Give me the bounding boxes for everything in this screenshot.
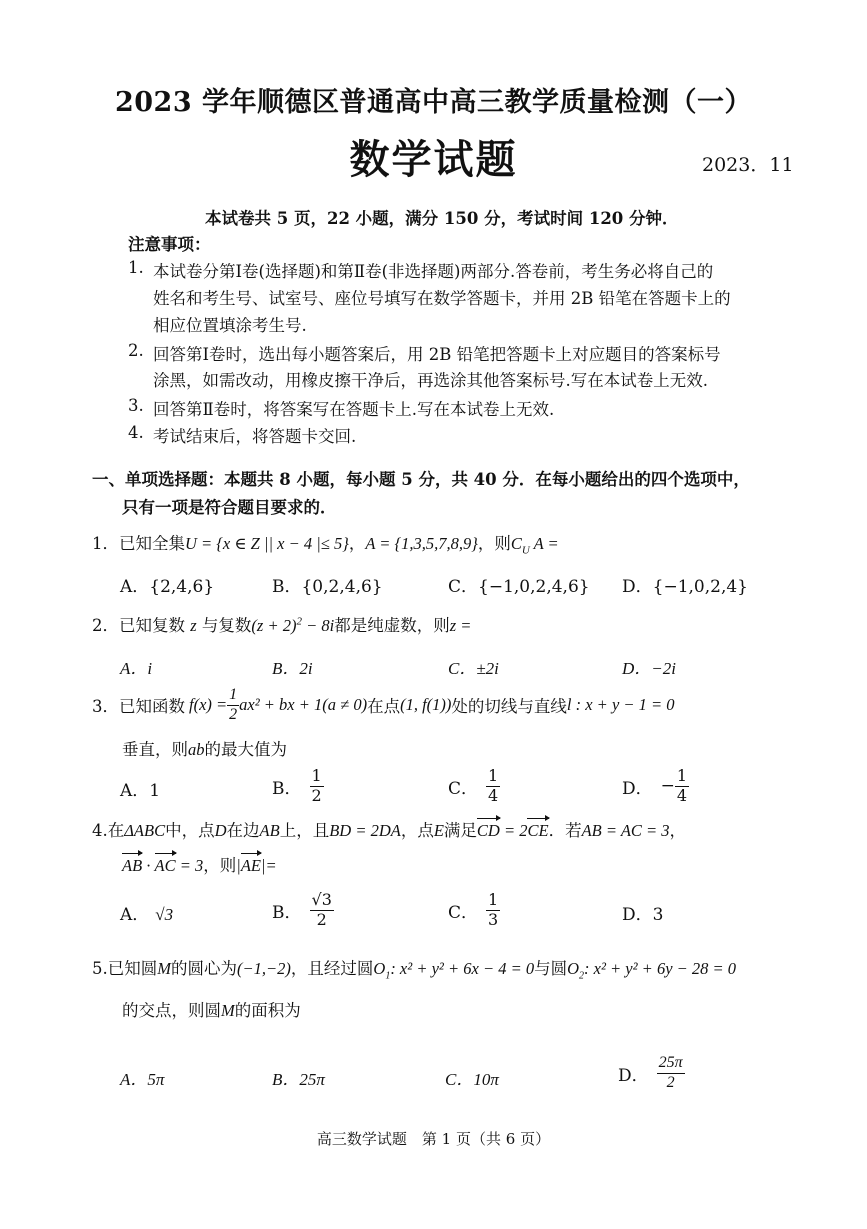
q4-ab-ac-eq: AB = AC = 3 [581, 821, 670, 840]
q5-circle-o1: $O_1$: x² + y² + 6x − 4 = 0 [373, 959, 535, 982]
notice-1-line-1: 本试卷分第Ⅰ卷(选择题)和第Ⅱ卷(非选择题)两部分.答卷前，考生务必将自己的 [153, 262, 714, 281]
q5-option-c[interactable]: C．10π [445, 1070, 499, 1089]
q2-option-a[interactable]: A．i [120, 659, 153, 678]
q3-line2-a: 垂直，则 [122, 740, 188, 759]
q3-number: 3． [92, 697, 119, 716]
q3-point: (1, f(1)) [400, 695, 452, 714]
q1-text: 已知全集 [119, 534, 185, 553]
q1-option-a[interactable]: A．{2,4,6} [120, 577, 215, 597]
question-2 [92, 612, 471, 636]
q2-text-c: 都是纯虚数，则 [334, 616, 450, 635]
question-4: 4.在ΔABC中，点D在边AB上，且BD = 2DA，点E满足CD = 2CE．若AB = AC = 3， [92, 821, 687, 840]
q3-var-ab: ab [188, 740, 205, 759]
q4-triangle: ΔABC [124, 821, 166, 840]
q2-option-b[interactable]: B．2i [272, 659, 313, 678]
q3-text-b: 在点 [367, 697, 401, 716]
q3-line: l : x + y − 1 = 0 [566, 695, 675, 714]
q1-sep: ， [348, 534, 366, 553]
q4-option-b[interactable]: B． $\frac{√3}{2}$ [272, 890, 332, 929]
q1-set-u: U = {x ∈ Z || x − 4 |≤ 5} [185, 534, 349, 553]
q1-set-a: A = {1,3,5,7,8,9} [365, 534, 478, 553]
q5-circle-o2: $O_2$: x² + y² + 6y − 28 = 0 [567, 959, 737, 982]
q1-option-d[interactable]: D．{−1,0,2,4} [622, 577, 748, 597]
q1-complement: $C_U$ A = [510, 534, 559, 557]
notice-num-3: 3. [128, 396, 144, 415]
q2-option-c[interactable]: C．±2i [448, 659, 499, 678]
q2-expression: $(z + 2)^2 - 8i$ [251, 615, 335, 635]
q3-option-c[interactable]: C． $\frac{1}{4}$ [448, 766, 499, 805]
notice-2-line-2: 涂黑，如需改动，用橡皮擦干净后，再选涂其他答案标号.写在本试卷上无效. [153, 371, 708, 390]
section-heading-line-2: 只有一项是符合题目要求的． [122, 498, 337, 517]
q2-var-z: z [190, 616, 197, 635]
q4-number: 4. [92, 821, 108, 840]
q3-option-d[interactable]: D． − $\frac{1}{4}$ [622, 766, 688, 805]
q4-option-a[interactable]: A． √3 [120, 905, 174, 925]
q2-text-a: 已知复数 [119, 616, 185, 635]
exam-title: 2023 学年顺德区普通高中高三教学质量检测（一） [114, 87, 753, 118]
notice-3-line-1: 回答第Ⅱ卷时，将答案写在答题卡上.写在本试卷上无效. [153, 400, 555, 419]
notice-num-4: 4. [128, 423, 144, 442]
question-5: 5.已知圆M的圆心为(−1,−2)，且经过圆$O_1$: x² + y² + 6x − 4 = 0与圆$O_2$: x² + y² + 6y − 28 = 0 [92, 959, 737, 982]
notice-1-line-2: 姓名和考生号、试室号、座位号填写在数学答题卡，并用 2B 铅笔在答题卡上的 [153, 289, 731, 308]
q5-center: (−1,−2) [237, 959, 291, 978]
notice-num-2: 2. [128, 341, 144, 360]
q4-option-d[interactable]: D．3 [622, 905, 664, 925]
exam-subtitle: 数学试题 [349, 136, 518, 183]
q3-option-a[interactable]: A．1 [120, 781, 161, 801]
q4-vector-cd: CD [476, 821, 500, 840]
q3-line2-b: 的最大值为 [204, 740, 287, 759]
notice-4-line-1: 考试结束后，将答题卡交回. [153, 427, 357, 446]
exam-date: 2023．11 [702, 154, 794, 176]
question-3 [92, 684, 675, 726]
q4-vector-ac: AC [154, 856, 176, 875]
q3-function: f(x) = [189, 695, 228, 714]
q4-vector-ce: CE [527, 821, 549, 840]
q4-vector-ab: AB [122, 856, 143, 875]
notice-num-1: 1. [128, 258, 144, 277]
q1-number: 1． [92, 534, 119, 553]
q3-half-fraction: $\frac{1}{2}$ [229, 686, 238, 723]
section-heading-line-1: 一、单项选择题：本题共 8 小题，每小题 5 分，共 40 分．在每小题给出的四个选项中， [92, 470, 750, 489]
q5-number: 5. [92, 959, 108, 978]
q3-line-2 [122, 736, 287, 760]
notice-2-line-1: 回答第Ⅰ卷时，选出每小题答案后，用 2B 铅笔把答题卡上对应题目的答案标号 [153, 345, 721, 364]
q4-option-c[interactable]: C． $\frac{1}{3}$ [448, 890, 499, 929]
exam-intro: 本试卷共 5 页，22 小题，满分 150 分，考试时间 120 分钟． [205, 209, 679, 228]
q2-answer-var: z = [449, 616, 472, 635]
q1-option-b[interactable]: B．{0,2,4,6} [272, 577, 383, 597]
q3-option-b[interactable]: B． $\frac{1}{2}$ [272, 766, 322, 805]
q4-line-2: AB · AC = 3，则|AE|= [122, 856, 277, 875]
notice-heading: 注意事项： [128, 235, 211, 254]
q4-bd-eq: BD = 2DA [329, 821, 401, 840]
q5-option-b[interactable]: B．25π [272, 1070, 325, 1089]
q5-option-a[interactable]: A．5π [120, 1070, 165, 1089]
q2-text-b: 与复数 [201, 616, 252, 635]
q1-mid: ，则 [477, 534, 511, 553]
q2-number: 2． [92, 616, 119, 635]
q4-vector-ae: AE [240, 856, 261, 875]
q3-expression: ax² + bx + 1(a ≠ 0) [239, 695, 368, 714]
q2-option-d[interactable]: D．−2i [622, 659, 676, 678]
notice-1-line-3: 相应位置填涂考生号. [153, 316, 307, 335]
question-1 [92, 530, 559, 556]
page-footer: 高三数学试题 第 1 页（共 6 页） [316, 1130, 551, 1148]
q1-option-c[interactable]: C．{−1,0,2,4,6} [448, 577, 590, 597]
q3-text-a: 已知函数 [119, 697, 185, 716]
q5-line-2: 的交点，则圆M的面积为 [122, 1001, 301, 1020]
q5-option-d[interactable]: D． $\frac{25\pi}{2}$ [618, 1054, 683, 1091]
q3-text-c: 处的切线与直线 [451, 697, 567, 716]
